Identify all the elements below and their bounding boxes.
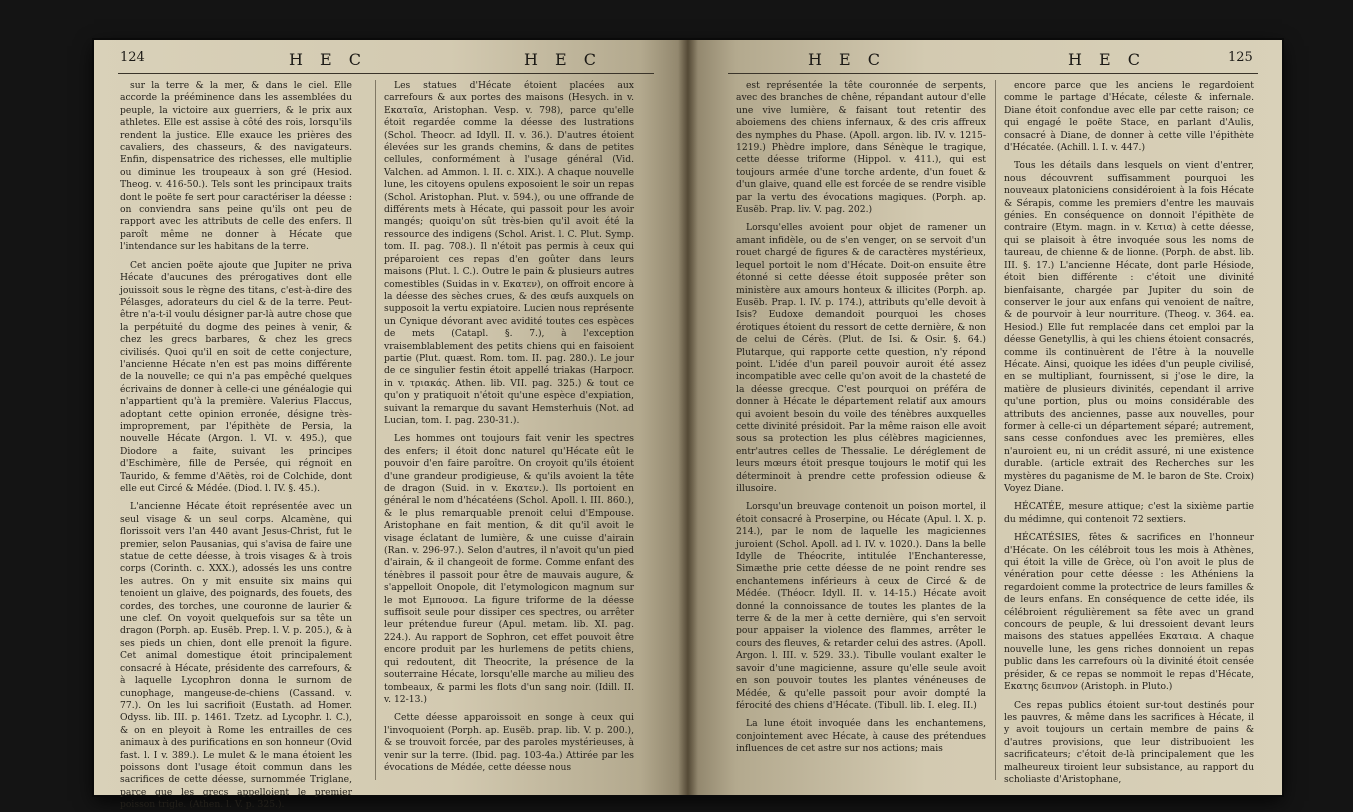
right-page-number: 125 <box>1228 50 1253 65</box>
paragraph: sur la terre & la mer, & dans le ciel. Elle accorde la prééminence dans les assemblées du peuple, la victoire aux guerriers, & le prix aux athletes. Elle est assise à côté des rois, lorsqu'ils rendent la justice. Elle exauce les prières des cavaliers, des chasseurs, & des navigateurs. Enfin, dispensatrice des richesses, elle multiplie ou diminue les troupeaux à son gré (Hesiod. Theog. v. 416-50.). Tels sont les principaux traits dont le poëte fe sert pour caractériser la déesse : on conviendra sans peine qu'ils ont peu de rapport avec les attributs de celle des enfers. Il paroît même ne donner à Hécate que l'intendance sur les habitans de la terre. <box>120 80 352 253</box>
paragraph: Les statues d'Hécate étoient placées aux carrefours & aux portes des maisons (Hesych. in v. Εκαταῖα, Aristophan. Vesp. v. 798), parce qu'elle étoit regardée comme la déesse des lustrations (Schol. Theocr. ad Idyll. II. v. 36.). D'autres étoient élevées sur les grands chemins, & dans de petites cellules, conformément à l'usage général (Vid. Valchen. ad Ammon. l. II. c. XIX.). A chaque nouvelle lune, les citoyens opulens exposoient le soir un repas (Schol. Aristophan. Plut. v. 594.), ou une offrande de différents mets à Hécate, qui passoit pour les avoir mangés; quoiqu'on sût très-bien qu'il avoit été la ressource des indigens (Schol. Arist. l. C. Plut. Symp. tom. II. pag. 708.). Il n'étoit pas permis à ceux qui préparoient ces repas d'en goûter dans leurs maisons (Plut. l. C.). Outre le pain & plusieurs autres comestibles (Suidas in v. Εκατεν), on offroit encore à la déesse des sèches crues, & des œufs auxquels on supposoit la vertu expiatoire. Lucien nous représente un Cynique dévorant avec avidité toutes ces espèces de mets (Catapl. §. 7.), à l'exception vraisemblablement des petits chiens qui en faisoient partie (Plut. quæst. Rom. tom. II. pag. 280.). Le jour de ce singulier festin étoit appellé triakas (Harpocr. in v. τριακάς. Athen. lib. VII. pag. 325.) & tout ce qu'on y pratiquoit n'étoit qu'une espèce d'expiation, suivant la remarque du savant Hemsterhuis (Not. ad Lucian, tom. I. pag. 230-31.). <box>384 80 634 426</box>
column-divider <box>995 80 996 780</box>
left-page <box>94 40 688 811</box>
right-head-col2: H E C <box>1068 50 1147 69</box>
left-head-rule <box>118 73 654 74</box>
paragraph: L'ancienne Hécate étoit représentée avec un seul visage & un seul corps. Alcamène, qui florissoit vers l'an 440 avant Jesus-Christ, fut le premier, selon Pausanias, qui s'avisa de faire une statue de cette déesse, à trois visages & à trois corps (Corinth. c. XXX.), adossés les uns contre les autres. On y mit ensuite six mains qui tenoient un glaive, des poignards, des fouets, des cordes, des torches, une couronne de laurier & une clef. On voyoit quelquefois sur sa tête un dragon (Porph. ap. Eusëb. Prep. l. V. p. 205.), & à ses pieds un chien, dont elle prenoit la figure. Cet animal domestique étoit principalement consacré à Hécate, présidente des carrefours, & à laquelle Lycophron donna le surnom de cunophage, mangeuse-de-chiens (Cassand. v. 77.). On les lui sacrifioit (Eustath. ad Homer. Odyss. lib. III. p. 1461. Tzetz. ad Lycophr. l. C.), & on en pleyoit à Rome les entrailles de ces animaux à des purifications en son honneur (Ovid fast. l. I v. 389.). Le mulet & le mana étoient les poissons dont l'usage étoit commun dans les sacrifices de cette déesse, surnommée Triglane, parce que les grecs appelloient le premier poisson trigle. (Athen. l. V. p. 325.). <box>120 501 352 811</box>
paragraph: HÉCATÉE, mesure attique; c'est la sixième partie du médimne, qui contenoit 72 sextiers. <box>1004 501 1254 525</box>
open-book <box>94 40 1282 811</box>
right-running-head <box>688 50 1282 72</box>
paragraph: encore parce que les anciens le regardoient comme le partage d'Hécate, céleste & infernale. Diane étoit confondue avec elle par cette raison; ce qui engagé le poëte Stace, en parlant d'Aulis, consacré à Diane, de donner à cette ville l'épithète d'Hécatée. (Achill. l. I. v. 447.) <box>1004 80 1254 154</box>
book-gutter <box>678 40 698 795</box>
right-head-col1: H E C <box>808 50 887 69</box>
left-column-2 <box>384 80 634 785</box>
column-divider <box>375 80 376 780</box>
paragraph: Cet ancien poëte ajoute que Jupiter ne priva Hécate d'aucunes des prérogatives dont elle jouissoit sous le règne des titans, c'est-à-dire des Pélasges, adorateurs du ciel & de la terre. Peut-être n'a-t-il voulu désigner par-là autre chose que la perpétuité du dogme des peines à venir, & chez les grecs barbares, & chez les grecs civilisés. Quoi qu'il en soit de cette conjecture, l'ancienne Hécate n'en est pas moins différente de la nouvelle; ce qui n'a pas empêché quelques écrivains de donner à celle-ci une généalogie qui n'appartient qu'à la première. Valerius Flaccus, adoptant cette opinion erronée, désigne très-improprement, par l'épithète de Persia, la nouvelle Hécate (Argon. l. VI. v. 495.), que Diodore a faite, suivant les principes d'Eschimère, fille de Persée, qui régnoit en Taurido, & femme d'Aëtès, roi de Colchide, dont elle eut Circé & Médée. (Diod. l. IV. §. 45.). <box>120 259 352 494</box>
paragraph: Ces repas publics étoient sur-tout destinés pour les pauvres, & même dans les sacrifices à Hécate, il y avoit toujours un certain membre de pains & d'autres provisions, que leur distribuoient les sacrificateurs; c'étoit de-là principalement que les malheureux tiroient leur subsistance, au rapport du scholiaste d'Aristophane, <box>1004 699 1254 785</box>
left-head-col1: H E C <box>289 50 368 69</box>
paragraph: Cette déesse apparoissoit en songe à ceux qui l'invoquoient (Porph. ap. Eusëb. prap. lib. V. p. 200.), & se trouvoit forcée, par des paroles mystérieuses, à venir sur la terre. (Ibid. pag. 103-4a.) Attirée par les évocations de Médée, cette déesse nous <box>384 712 634 773</box>
right-page <box>688 40 1282 795</box>
paragraph: Les hommes ont toujours fait venir les spectres des enfers; il étoit donc naturel qu'Hécate eût le pouvoir d'en faire paroître. On croyoit qu'ils étoient d'une grandeur prodigieuse, & qu'ils avoient la tête de dragon (Suid. in v. Εκατεν.). Ils portoient en général le nom d'hécatéens (Schol. Apoll. l. III. 860.), & le plus remarquable prenoit celui d'Empouse. Aristophane en fait mention, & dit qu'il avoit le visage éclatant de lumière, & une cuisse d'airain (Ran. v. 296-97.). Selon d'autres, il n'avoit qu'un pied d'airain, & il changeoit de forme. Comme enfant des ténèbres il passoit pour être de mauvais augure, & s'appelloit Onopole, dit l'etymologicon magnum sur le mot Εμπουσα. La figure triforme de la déesse suffisoit seule pour dissiper ces spectres, ou arrêter leur prétendue fureur (Apul. metam. lib. XI. pag. 224.). Au rapport de Sophron, cet effet pouvoit être encore produit par les hurlemens de petits chiens, qui redoutent, dit Theocrite, la présence de la souterraine Hécate, lorsqu'elle marche au milieu des tombeaux, & parmi les flots d'un sang noir. (Idill. II. v. 12-13.) <box>384 433 634 705</box>
right-head-rule <box>728 73 1258 74</box>
paragraph: Tous les détails dans lesquels on vient d'entrer, nous découvrent suffisamment pourquoi les nouveaux platoniciens considéroient à la fois Hécate & Sérapis, comme les premiers d'entre les mauvais génies. En conséquence on donnoit l'épithète de contraire (Etym. magn. in v. Κετια) à cette déesse, qui se plaisoit à être invoquée sous les noms de taureau, de chienne & de lionne. (Porph. de abst. lib. III. §. 17.) L'ancienne Hécate, dont parle Hésiode, étoit bien différente : c'étoit une divinité bienfaisante, chargée par Jupiter du soin de conserver le jour aux enfans qui venoient de naître, & de pourvoir à leur nourriture. (Theog. v. 364. ea. Hesiod.) Elle fut remplacée dans cet emploi par la déesse Genetyllis, à qui les chiens étoient consacrés, comme ils continuèrent de l'être à la nouvelle Hécate. Ainsi, quoique les idées d'un peuple civilisé, en se multipliant, fournissent, si j'ose le dire, la matière de plusieurs divinités, cependant il arrive qu'une portion, plus ou moins considérable des attributs des anciennes, passe aux nouvelles, pour former à celle-ci un département séparé; autrement, sans cesse confondues avec les premières, elles n'auroient eu, ni un crédit assuré, ni une existence durable. (article extrait des Recherches sur les mystères du paganisme de M. le baron de Ste. Croix) Voyez Diane. <box>1004 160 1254 494</box>
left-running-head <box>94 50 688 72</box>
left-column-1 <box>120 80 352 811</box>
right-column-2 <box>1004 80 1254 785</box>
paragraph: Lorsqu'un breuvage contenoit un poison mortel, il étoit consacré à Proserpine, ou Hécate (Apul. l. X. p. 214.), par le nom de laquelle les magiciennes juroient (Schol. Apoll. ad l. IV. v. 1020.). Dans la belle Idylle de Théocrite, intitulée l'Enchanteresse, Simæthe prie cette déesse de ne point rendre ses enchantemens inférieurs à ceux de Circé & de Médée. (Théocr. Idyll. II. v. 14-15.) Hécate avoit donné la connoissance de toutes les plantes de la terre & de la mer à cette dernière, qui s'en servoit pour appaiser la violence des flammes, arrêter le cours des fleuves, & retarder celui des astres. (Apoll. Argon. l. III. v. 529. 33.). Tibulle voulant exalter le savoir d'une magicienne, assure qu'elle seule avoit en son pouvoir toutes les plantes vénéneuses de Médée, & qu'elle passoit pour avoir dompté la férocité des chiens d'Hécate. (Tibull. lib. I. eleg. II.) <box>736 501 986 711</box>
right-column-1 <box>736 80 986 785</box>
paragraph: HÉCATÉSIES, fêtes & sacrifices en l'honneur d'Hécate. On les célébroit tous les mois à Athènes, qui étoit la ville de Grèce, où l'on avoit le plus de vénération pour cette déesse : les Athéniens la regardoient comme la protectrice de leurs familles & de leurs enfans. En conséquence de cette idée, ils célébroient régulièrement sa fête avec un grand concours de peuple, & lui dressoient devant leurs maisons des statues appellées Εκαταια. A chaque nouvelle lune, les gens riches donnoient un repas public dans les carrefours où la divinité étoit censée présider, & ce repas se nommoit le repas d'Hécate, Εκατης δειπνον (Aristoph. in Pluto.) <box>1004 532 1254 693</box>
left-head-col2: H E C <box>524 50 603 69</box>
left-page-number: 124 <box>120 50 145 65</box>
paragraph: est représentée la tête couronnée de serpents, avec des branches de chêne, répandant autour d'elle une vive lumière, & faisant tout retentir des aboiemens des chiens infernaux, & des cris affreux des nymphes du Phase. (Apoll. argon. lib. IV. v. 1215-1219.) Phèdre implore, dans Sénèque le tragique, cette déesse triforme (Hippol. v. 411.), qui est toujours armée d'une torche ardente, d'un fouet & d'un glaive, quand elle est forcée de se rendre visible par la vertu des évocations magiques. (Porph. ap. Eusëb. Prap. liv. V. pag. 202.) <box>736 80 986 216</box>
paragraph: La lune étoit invoquée dans les enchantemens, conjointement avec Hécate, à cause des prétendues influences de cet astre sur nos actions; mais <box>736 718 986 755</box>
paragraph: Lorsqu'elles avoient pour objet de ramener un amant infidèle, ou de s'en venger, on se servoit d'un rouet chargé de figures & de caractères mystérieux, lequel portoit le nom d'Hécate. Doit-on ensuite être étonné si cette déesse étoit supposée prêter son ministère aux amours honteux & illicites (Porph. ap. Eusëb. Prap. l. IV. p. 174.), attributs qu'elle devoit à Isis? Eudoxe demandoit pourquoi les choses érotiques étoient du ressort de cette dernière, & non de celui de Cérès. (Plut. de Isi. & Osir. §. 64.) Plutarque, qui rapporte cette question, n'y répond point. L'idée d'un pareil pouvoir auroit été assez incompatible avec celle qu'on avoit de la chasteté de la déesse grecque. C'est pourquoi on préféra de donner à Hécate le département relatif aux amours qui avoient besoin du voile des ténèbres auxquelles cette divinité présidoit. Par la même raison elle avoit sous sa protection les plus célèbres magiciennes, entr'autres celles de Thessalie. Le déréglement de leurs mœurs étoit presque toujours le motif qui les déterminoit à prendre cette profession odieuse & illusoire. <box>736 222 986 494</box>
